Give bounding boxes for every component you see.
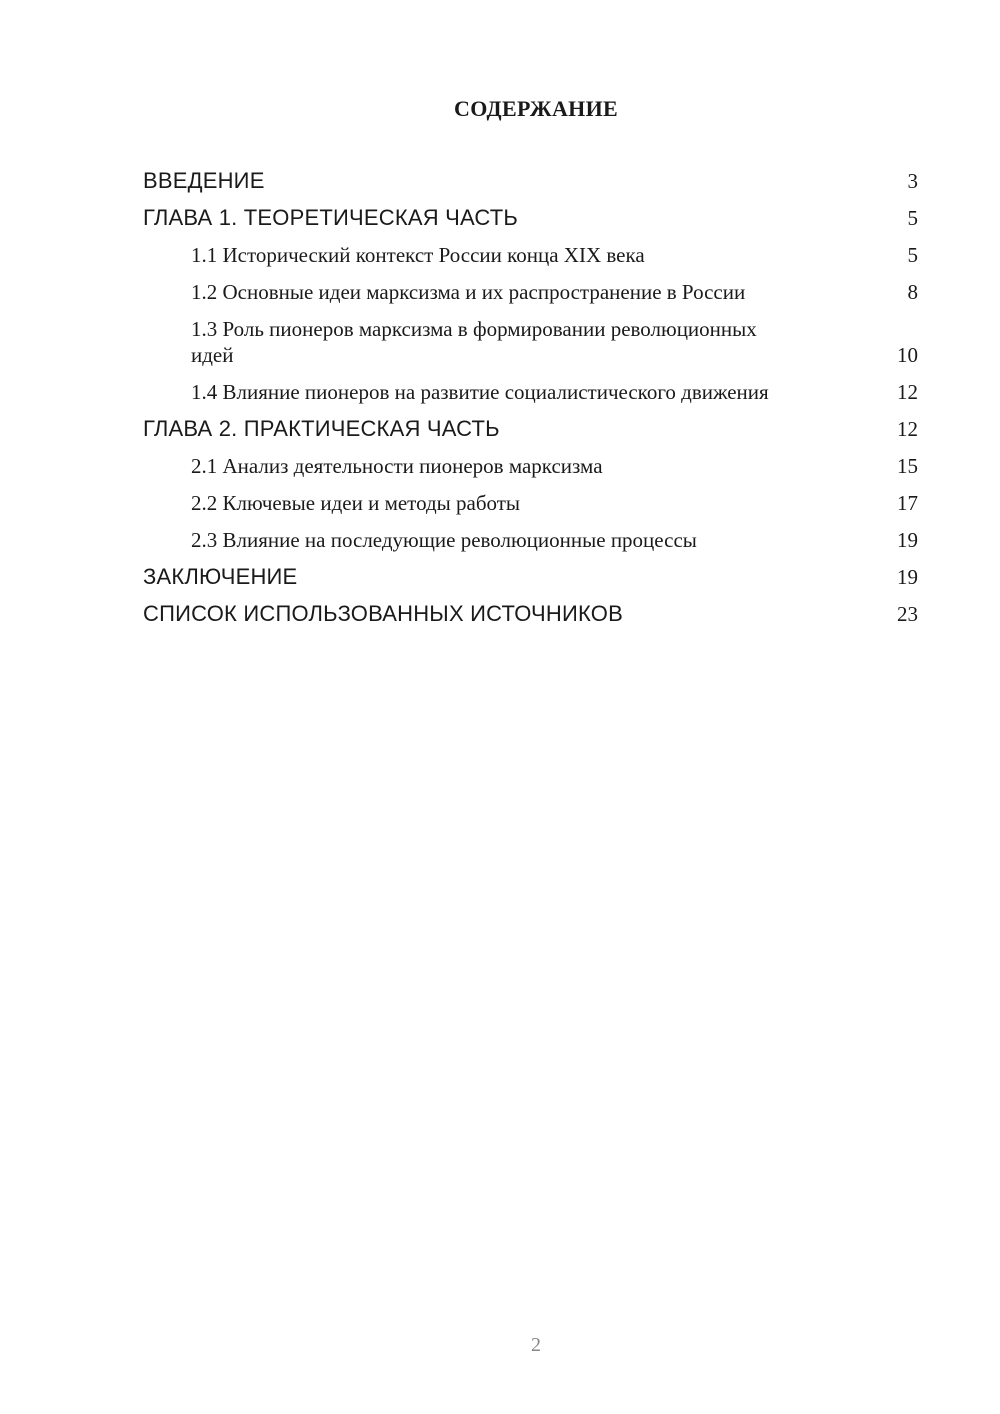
toc-entry-introduction[interactable] [143, 168, 918, 194]
toc-entry-1-1[interactable] [143, 242, 918, 268]
toc-entry-text: 1.2 Основные идеи марксизма и их распространение в России [191, 280, 746, 304]
toc-entry-2-3[interactable] [143, 527, 918, 553]
toc-entry-page: 17 [897, 491, 918, 515]
toc-entry-text: ВВЕДЕНИЕ [143, 168, 265, 193]
toc-entry-text: 2.1 Анализ деятельности пионеров марксизма [191, 454, 603, 478]
toc-entry-page: 10 [897, 343, 918, 367]
toc-entry-text: ГЛАВА 2. ПРАКТИЧЕСКАЯ ЧАСТЬ [143, 416, 500, 441]
toc-entry-page: 23 [897, 602, 918, 626]
toc-entry-text: СПИСОК ИСПОЛЬЗОВАННЫХ ИСТОЧНИКОВ [143, 601, 623, 626]
footer-page-number: 2 [531, 1334, 541, 1356]
table-of-contents [143, 168, 918, 638]
toc-entry-conclusion[interactable] [143, 564, 918, 590]
toc-entry-chapter-2[interactable] [143, 416, 918, 442]
toc-entry-page: 19 [897, 565, 918, 589]
toc-entry-page: 15 [897, 454, 918, 478]
toc-entry-page: 19 [897, 528, 918, 552]
toc-entry-page: 8 [907, 280, 918, 304]
toc-entry-page: 5 [907, 243, 918, 267]
toc-entry-chapter-1[interactable] [143, 205, 918, 231]
toc-entry-2-2[interactable] [143, 490, 918, 516]
toc-entry-text: 2.2 Ключевые идеи и методы работы [191, 491, 521, 515]
toc-heading: СОДЕРЖАНИЕ [454, 96, 618, 121]
toc-entry-text: 2.3 Влияние на последующие революционные процессы [191, 528, 697, 552]
toc-entry-text: ЗАКЛЮЧЕНИЕ [143, 564, 298, 589]
toc-entry-text: 1.1 Исторический контекст России конца XIX века [191, 243, 645, 267]
toc-entry-page: 5 [907, 206, 918, 230]
toc-entry-text: 1.3 Роль пионеров марксизма в формировании революционных идей [191, 317, 757, 367]
toc-entry-references[interactable] [143, 601, 918, 627]
toc-entry-2-1[interactable] [143, 453, 918, 479]
toc-entry-1-4[interactable] [143, 379, 918, 405]
toc-entry-text: ГЛАВА 1. ТЕОРЕТИЧЕСКАЯ ЧАСТЬ [143, 205, 519, 230]
toc-entry-page: 12 [897, 380, 918, 404]
toc-entry-text: 1.4 Влияние пионеров на развитие социалистического движения [191, 380, 769, 404]
toc-entry-page: 12 [897, 417, 918, 441]
toc-entry-1-2[interactable] [143, 279, 918, 305]
toc-entry-1-3[interactable] [143, 316, 918, 368]
toc-entry-page: 3 [907, 169, 918, 193]
